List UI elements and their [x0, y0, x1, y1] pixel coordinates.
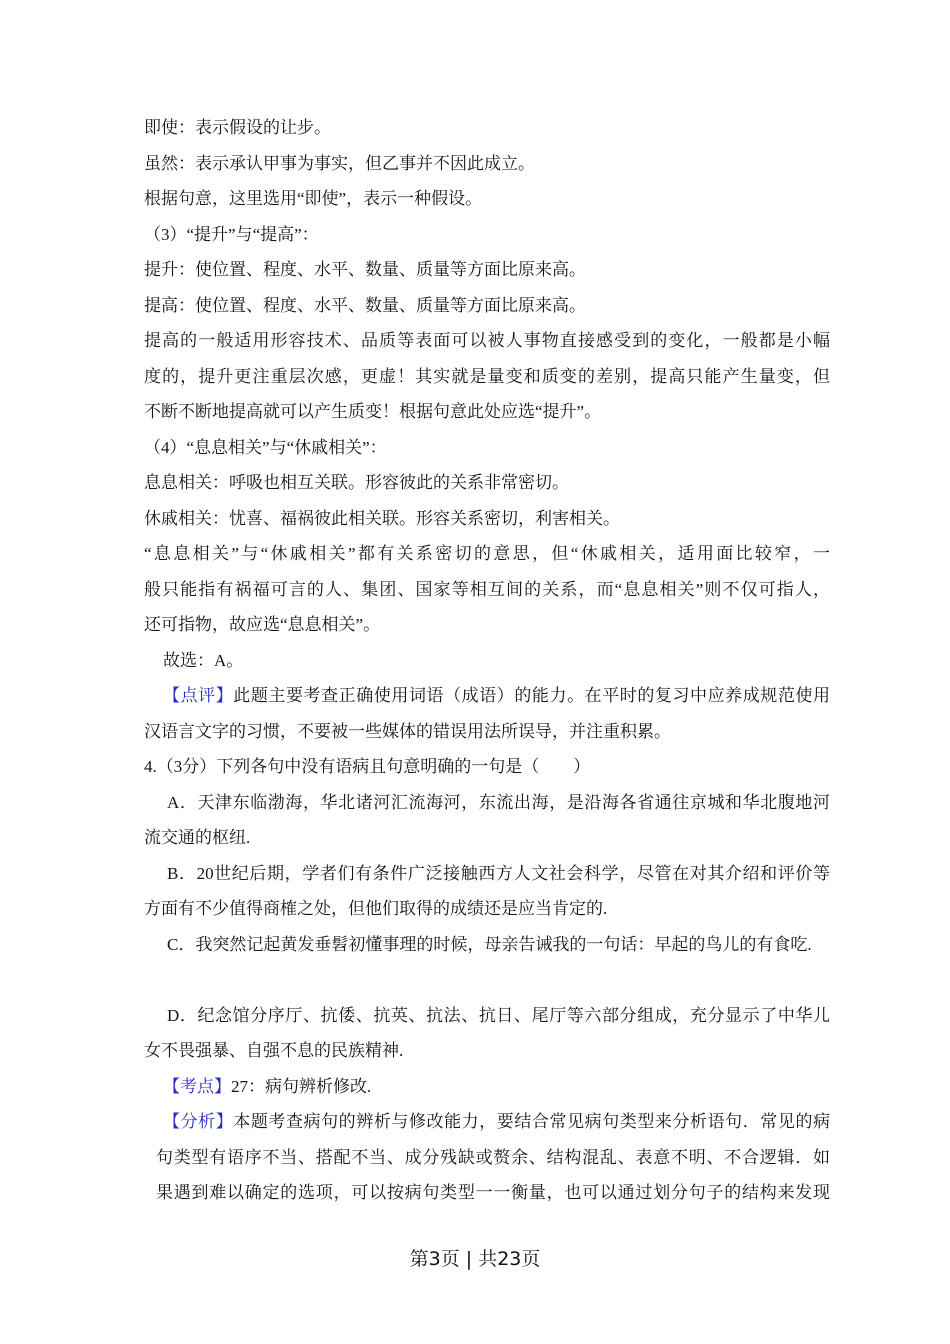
option-a-line-1: A．天津东临渤海，华北诸河汇流海河，东流出海，是沿海各省通往京城和华北腹地河: [167, 792, 830, 812]
definition-xiuqi-xiangguan: 休戚相关：忧喜、福祸彼此相关联。形容关系密切，利害相关。: [144, 508, 620, 528]
analysis-xiangguan-line-2: 般只能指有祸福可言的人、集团、国家等相互间的关系，而“息息相关”则不仅可指人，: [144, 579, 830, 599]
definition-suiran: 虽然：表示承认甲事为事实，但乙事并不因此成立。: [144, 153, 535, 173]
option-c: C．我突然记起黄发垂髫初懂事理的时候，母亲告诫我的一句话：早起的鸟儿的有食吃.: [167, 934, 812, 954]
annotation-label: 【考点】: [163, 1076, 231, 1096]
subitem-4-heading: （4）“息息相关”与“休戚相关”：: [144, 437, 387, 457]
option-d-line-1: D．纪念馆分序厅、抗倭、抗英、抗法、抗日、尾厅等六部分组成，充分显示了中华儿: [167, 1005, 830, 1025]
annotation-label: 【分析】: [163, 1112, 234, 1131]
definition-jishi: 即使：表示假设的让步。: [144, 118, 331, 137]
document-lines: [144, 110, 830, 1211]
analysis-xiangguan-line-1: “息息相关”与“休戚相关”都有关系密切的意思，但“休戚相关，适用面比较窄，一: [144, 544, 830, 563]
option-d-line-2: 女不畏强暴、自强不息的民族精神.: [144, 1041, 404, 1060]
fenxi-line-1: 【分析】本题考查病句的辨析与修改能力，要结合常见病句类型来分析语句．常见的病: [163, 1112, 830, 1131]
conclusion-choose-jishi: 根据句意，这里选用“即使”，表示一种假设。: [144, 189, 483, 208]
fenxi-line-3: 果遇到难以确定的选项，可以按病句类型一一衡量，也可以通过划分句子的结构来发现: [156, 1183, 830, 1202]
option-b-line-2: 方面有不少值得商榷之处，但他们取得的成绩还是应当肯定的.: [144, 899, 608, 918]
blank-line: [144, 962, 830, 998]
analysis-tigao-line-1: 提高的一般适用形容技术、品质等表面可以被人事物直接感受到的变化，一般都是小幅: [144, 331, 830, 350]
option-a-line-2: 流交通的枢纽.: [144, 828, 251, 847]
question-4-stem: 4.（3分）下列各句中没有语病且句意明确的一句是（ ）: [144, 757, 591, 776]
analysis-xiangguan-line-3: 还可指物，故应选“息息相关”。: [144, 615, 381, 634]
page-indicator: 第3页 | 共23页: [409, 1248, 541, 1270]
fenxi-line-2: 句类型有语序不当、搭配不当、成分残缺或赘余、结构混乱、表意不明、不合逻辑．如: [156, 1147, 830, 1167]
kaodian-line: 【考点】27：病句辨析修改.: [163, 1076, 372, 1096]
analysis-tigao-line-2: 度的，提升更注重层次感，更虚！其实就是量变和质变的差别，提高只能产生量变，但: [144, 366, 830, 386]
option-b-line-1: B．20世纪后期，学者们有条件广泛接触西方人文社会科学，尽管在对其介绍和评价等: [167, 863, 830, 883]
analysis-tigao-line-3: 不断不断地提高就可以产生质变！根据句意此处应选“提升”。: [144, 402, 602, 421]
answer-line: 故选：A。: [163, 650, 244, 670]
dianping-line-1: 【点评】此题主要考查正确使用词语（成语）的能力。在平时的复习中应养成规范使用: [163, 686, 830, 705]
definition-tisheng: 提升：使位置、程度、水平、数量、质量等方面比原来高。: [144, 260, 586, 279]
annotation-label: 【点评】: [163, 686, 234, 705]
dianping-line-2: 汉语言文字的习惯，不要被一些媒体的错误用法所误导，并注重积累。: [144, 721, 671, 741]
page-footer: [0, 1244, 950, 1271]
definition-tigao: 提高：使位置、程度、水平、数量、质量等方面比原来高。: [144, 295, 586, 315]
definition-xixi-xiangguan: 息息相关：呼吸也相互关联。形容彼此的关系非常密切。: [144, 473, 569, 492]
subitem-3-heading: （3）“提升”与“提高”：: [144, 224, 319, 244]
